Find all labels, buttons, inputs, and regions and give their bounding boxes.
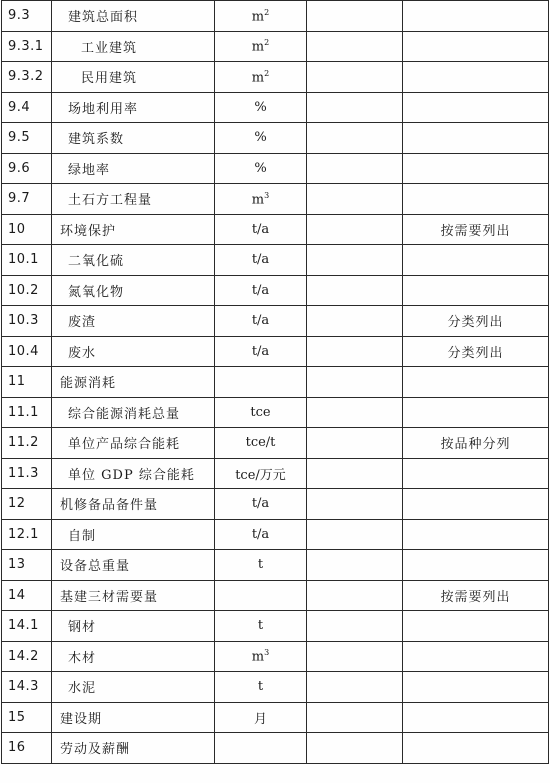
- row-number: 12: [2, 489, 52, 520]
- row-value: [307, 580, 403, 611]
- row-value: [307, 458, 403, 489]
- table-row: [2, 153, 549, 184]
- row-value: [307, 428, 403, 459]
- row-number: 9.4: [2, 92, 52, 123]
- unit-text: t/a: [251, 252, 270, 268]
- row-note: 按品种分列: [403, 428, 549, 459]
- row-note: 分类列出: [403, 336, 549, 367]
- unit-text: m: [251, 649, 265, 665]
- unit-exponent: 3: [264, 648, 270, 658]
- row-item-name: 土石方工程量: [52, 184, 215, 215]
- row-item-name: 木材: [52, 641, 215, 672]
- row-number: 11.3: [2, 458, 52, 489]
- row-item-name: 二氧化硫: [52, 245, 215, 276]
- table-row: [2, 489, 549, 520]
- row-unit: [215, 245, 307, 276]
- table-row: [2, 1, 549, 32]
- table-row: [2, 428, 549, 459]
- unit-text: t/a: [251, 496, 270, 512]
- row-unit: [215, 336, 307, 367]
- unit-exponent: 3: [264, 190, 270, 200]
- row-value: [307, 397, 403, 428]
- table-row: [2, 672, 549, 703]
- row-value: [307, 123, 403, 154]
- unit-text: t/a: [251, 343, 270, 359]
- unit-text: t/a: [251, 282, 270, 298]
- table-row: [2, 92, 549, 123]
- row-note: [403, 1, 549, 32]
- row-note: [403, 153, 549, 184]
- row-value: [307, 641, 403, 672]
- row-unit: [215, 580, 307, 611]
- table-row: [2, 519, 549, 550]
- row-item-name: 机修备品备件量: [52, 489, 215, 520]
- unit-text: tce/万元: [235, 467, 286, 483]
- unit-text: m: [251, 191, 265, 207]
- row-number: 9.5: [2, 123, 52, 154]
- row-value: [307, 62, 403, 93]
- row-value: [307, 336, 403, 367]
- row-note: [403, 367, 549, 398]
- row-unit: [215, 702, 307, 733]
- row-item-name: 工业建筑: [52, 31, 215, 62]
- row-unit: [215, 214, 307, 245]
- row-item-name: 氮氧化物: [52, 275, 215, 306]
- row-item-name: 场地利用率: [52, 92, 215, 123]
- row-unit: [215, 733, 307, 764]
- table-row: [2, 123, 549, 154]
- table-row: [2, 62, 549, 93]
- row-item-name: 单位 GDP 综合能耗: [52, 458, 215, 489]
- unit-text: m: [251, 8, 265, 24]
- row-item-name: 环境保护: [52, 214, 215, 245]
- row-note: [403, 123, 549, 154]
- row-item-name: 钢材: [52, 611, 215, 642]
- row-number: 10.2: [2, 275, 52, 306]
- row-value: [307, 245, 403, 276]
- row-number: 14.1: [2, 611, 52, 642]
- row-item-name: 基建三材需要量: [52, 580, 215, 611]
- row-number: 11.1: [2, 397, 52, 428]
- row-note: [403, 458, 549, 489]
- row-item-name: 绿地率: [52, 153, 215, 184]
- table-row: [2, 733, 549, 764]
- table-row: [2, 702, 549, 733]
- row-unit: [215, 550, 307, 581]
- indicator-table: [1, 0, 549, 764]
- row-value: [307, 672, 403, 703]
- row-number: 10: [2, 214, 52, 245]
- row-number: 9.6: [2, 153, 52, 184]
- row-value: [307, 153, 403, 184]
- row-unit: [215, 428, 307, 459]
- row-unit: [215, 489, 307, 520]
- row-note: [403, 184, 549, 215]
- row-item-name: 自制: [52, 519, 215, 550]
- table-row: [2, 458, 549, 489]
- row-number: 9.3: [2, 1, 52, 32]
- row-unit: [215, 92, 307, 123]
- row-number: 16: [2, 733, 52, 764]
- row-number: 12.1: [2, 519, 52, 550]
- row-unit: [215, 306, 307, 337]
- row-unit: [215, 1, 307, 32]
- row-number: 14.3: [2, 672, 52, 703]
- row-item-name: 能源消耗: [52, 367, 215, 398]
- row-value: [307, 519, 403, 550]
- row-value: [307, 275, 403, 306]
- row-value: [307, 31, 403, 62]
- row-unit: [215, 397, 307, 428]
- row-value: [307, 489, 403, 520]
- row-item-name: 建设期: [52, 702, 215, 733]
- row-number: 10.3: [2, 306, 52, 337]
- row-item-name: 设备总重量: [52, 550, 215, 581]
- row-value: [307, 306, 403, 337]
- row-note: [403, 733, 549, 764]
- row-value: [307, 184, 403, 215]
- row-value: [307, 550, 403, 581]
- table-body: [2, 1, 549, 764]
- unit-text: t: [257, 557, 264, 573]
- row-number: 9.7: [2, 184, 52, 215]
- unit-text: 月: [253, 711, 267, 727]
- row-note: [403, 641, 549, 672]
- row-note: [403, 397, 549, 428]
- row-unit: [215, 153, 307, 184]
- row-item-name: 民用建筑: [52, 62, 215, 93]
- row-note: [403, 245, 549, 276]
- row-note: [403, 31, 549, 62]
- row-unit: [215, 641, 307, 672]
- table-row: [2, 31, 549, 62]
- row-item-name: 建筑系数: [52, 123, 215, 154]
- row-note: [403, 62, 549, 93]
- row-note: [403, 550, 549, 581]
- table-row: [2, 641, 549, 672]
- unit-text: t: [257, 618, 264, 634]
- unit-text: t/a: [251, 313, 270, 329]
- row-number: 10.4: [2, 336, 52, 367]
- row-number: 9.3.2: [2, 62, 52, 93]
- row-unit: [215, 611, 307, 642]
- row-item-name: 废水: [52, 336, 215, 367]
- table-row: [2, 611, 549, 642]
- unit-text: %: [254, 160, 267, 176]
- table-row: [2, 367, 549, 398]
- row-note: 按需要列出: [403, 214, 549, 245]
- table-row: [2, 306, 549, 337]
- row-value: [307, 92, 403, 123]
- row-note: 按需要列出: [403, 580, 549, 611]
- row-number: 10.1: [2, 245, 52, 276]
- row-unit: [215, 519, 307, 550]
- row-note: [403, 519, 549, 550]
- row-number: 13: [2, 550, 52, 581]
- row-unit: [215, 123, 307, 154]
- table-row: [2, 336, 549, 367]
- row-item-name: 建筑总面积: [52, 1, 215, 32]
- row-item-name: 单位产品综合能耗: [52, 428, 215, 459]
- row-note: [403, 92, 549, 123]
- unit-exponent: 2: [264, 7, 270, 17]
- table-row: [2, 275, 549, 306]
- row-note: [403, 489, 549, 520]
- unit-text: tce/t: [245, 435, 276, 451]
- row-number: 14: [2, 580, 52, 611]
- row-value: [307, 702, 403, 733]
- row-note: [403, 702, 549, 733]
- row-unit: [215, 62, 307, 93]
- row-value: [307, 214, 403, 245]
- unit-text: %: [254, 130, 267, 146]
- row-item-name: 综合能源消耗总量: [52, 397, 215, 428]
- row-unit: [215, 672, 307, 703]
- row-note: [403, 275, 549, 306]
- table-row: [2, 580, 549, 611]
- row-note: [403, 611, 549, 642]
- row-number: 15: [2, 702, 52, 733]
- row-item-name: 废渣: [52, 306, 215, 337]
- unit-text: m: [251, 39, 265, 55]
- row-item-name: 劳动及薪酬: [52, 733, 215, 764]
- table-row: [2, 245, 549, 276]
- unit-text: t/a: [251, 526, 270, 542]
- table-row: [2, 550, 549, 581]
- row-unit: [215, 31, 307, 62]
- row-number: 11: [2, 367, 52, 398]
- unit-exponent: 2: [264, 68, 270, 78]
- row-value: [307, 1, 403, 32]
- unit-text: %: [254, 99, 267, 115]
- row-unit: [215, 184, 307, 215]
- row-value: [307, 733, 403, 764]
- row-note: 分类列出: [403, 306, 549, 337]
- row-number: 9.3.1: [2, 31, 52, 62]
- row-unit: [215, 275, 307, 306]
- unit-text: t/a: [251, 221, 270, 237]
- unit-text: m: [251, 69, 265, 85]
- unit-text: t: [257, 679, 264, 695]
- table-row: [2, 397, 549, 428]
- unit-exponent: 2: [264, 38, 270, 48]
- table-row: [2, 184, 549, 215]
- row-value: [307, 611, 403, 642]
- row-value: [307, 367, 403, 398]
- row-number: 11.2: [2, 428, 52, 459]
- row-unit: [215, 458, 307, 489]
- row-number: 14.2: [2, 641, 52, 672]
- row-unit: [215, 367, 307, 398]
- row-item-name: 水泥: [52, 672, 215, 703]
- unit-text: tce: [250, 404, 271, 420]
- table-row: [2, 214, 549, 245]
- row-note: [403, 672, 549, 703]
